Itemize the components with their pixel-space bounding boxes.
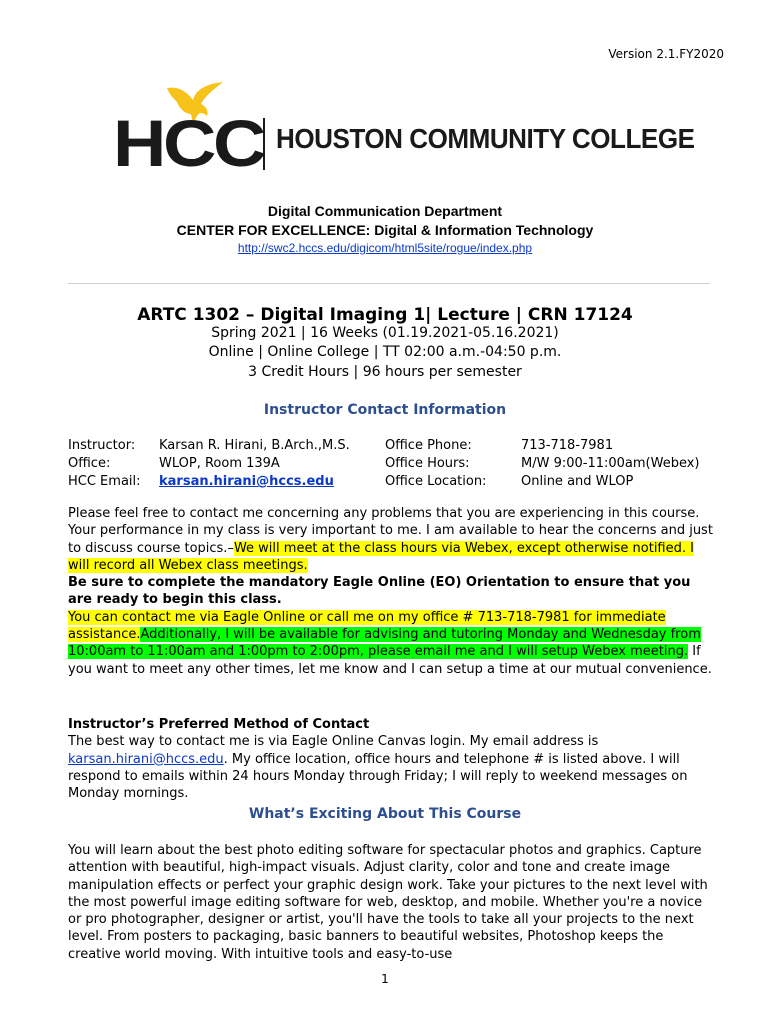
logo-college-name: HOUSTON COMMUNITY COLLEGE — [276, 123, 695, 154]
preferred-text-2: . My office location, office hours and telephone # is listed above. I will respond to emails within 24 hours Monday through Friday; I will reply to weekend messages on Monday mornings. — [68, 751, 688, 802]
office-value: WLOP, Room 139A — [159, 456, 280, 471]
webex-note: We will meet at the class hours via Webex, except otherwise notified. I will record all Webex class meetings. — [68, 540, 694, 573]
preferred-text-1: The best way to contact me is via Eagle Online Canvas login. My email address is — [68, 734, 599, 750]
email-label: HCC Email: — [68, 474, 141, 489]
phone-value: 713-718-7981 — [521, 438, 614, 453]
location-label: Office Location: — [385, 474, 487, 489]
logo-divider — [263, 118, 265, 170]
exciting-heading: What’s Exciting About This Course — [248, 806, 522, 822]
contact-labels — [68, 437, 141, 491]
preferred-email-link[interactable]: karsan.hirani@hccs.edu — [68, 751, 224, 767]
course-credits: 3 Credit Hours | 96 hours per semester — [248, 364, 522, 380]
intro-text: Please feel free to contact me concerning any problems that you are experiencing in this course. Your performance in my class is very important to me. I am available to hear the concerns and just to discuss course topics.– — [68, 506, 713, 556]
divider — [68, 283, 710, 284]
hours-label: Office Hours: — [385, 456, 470, 471]
hcc-logo — [113, 82, 695, 184]
email-link[interactable]: karsan.hirani@hccs.edu — [159, 474, 334, 489]
meeting-note: If you want to meet any other times, let me know and I can setup a time at our mutual convenience. — [68, 644, 712, 677]
logo-mark: HCC — [113, 106, 264, 180]
instructor-label: Instructor: — [68, 438, 136, 453]
office-label: Office: — [68, 456, 111, 471]
course-format: Online | Online College | TT 02:00 a.m.-04:50 p.m. — [208, 344, 562, 360]
department-name: Digital Communication Department — [267, 203, 503, 219]
hours-value: M/W 9:00-11:00am(Webex) — [521, 456, 700, 471]
advising-note: Additionally, I will be available for advising and tutoring Monday and Wednesday from 10:00am to 11:00am and 1:00pm to 2:00pm, please email me and I will setup Webex meeting. — [68, 627, 701, 660]
preferred-heading: Instructor’s Preferred Method of Contact — [68, 717, 370, 732]
contact-values-right — [521, 437, 700, 491]
contact-labels-right — [385, 437, 486, 491]
contact-heading: Instructor Contact Information — [263, 402, 507, 418]
department-url-link[interactable]: http://swc2.hccs.edu/digicom/html5site/rogue/index.php — [237, 241, 533, 255]
phone-label: Office Phone: — [385, 438, 472, 453]
intro-paragraph — [68, 505, 718, 678]
preferred-contact-section — [68, 716, 718, 802]
contact-note: You can contact me via Eagle Online or call me on my office # 713-718-7981 for immediate assistance. — [68, 609, 666, 643]
center-name: CENTER FOR EXCELLENCE: Digital & Information Technology — [176, 222, 594, 238]
course-title: ARTC 1302 – Digital Imaging 1| Lecture | CRN 17124 — [137, 305, 633, 325]
location-value: Online and WLOP — [521, 474, 634, 489]
instructor-value: Karsan R. Hirani, B.Arch.,M.S. — [159, 438, 350, 453]
contact-values — [159, 437, 350, 491]
orientation-notice: Be sure to complete the mandatory Eagle Online (EO) Orientation to ensure that you are ready to begin this class. — [68, 575, 691, 608]
course-term: Spring 2021 | 16 Weeks (01.19.2021-05.16.2021) — [211, 325, 559, 341]
page-number: 1 — [381, 972, 389, 986]
version-label: Version 2.1.FY2020 — [608, 47, 724, 61]
exciting-body: You will learn about the best photo editing software for spectacular photos and graphics. Capture attention with beautiful, high-impact visuals. Adjust clarity, color and tone and create image manipulation effects or perfect your graphic design work. Take your pictures to the next level with the most powerful image editing software for web, desktop, and mobile. Whether you're a novice or pro photographer, designer or artist, you'll have the tools to take all your projects to the next level. From posters to packaging, basic banners to beautiful websites, Photoshop keeps the creative world moving. With intuitive tools and easy-to-use — [68, 843, 708, 962]
